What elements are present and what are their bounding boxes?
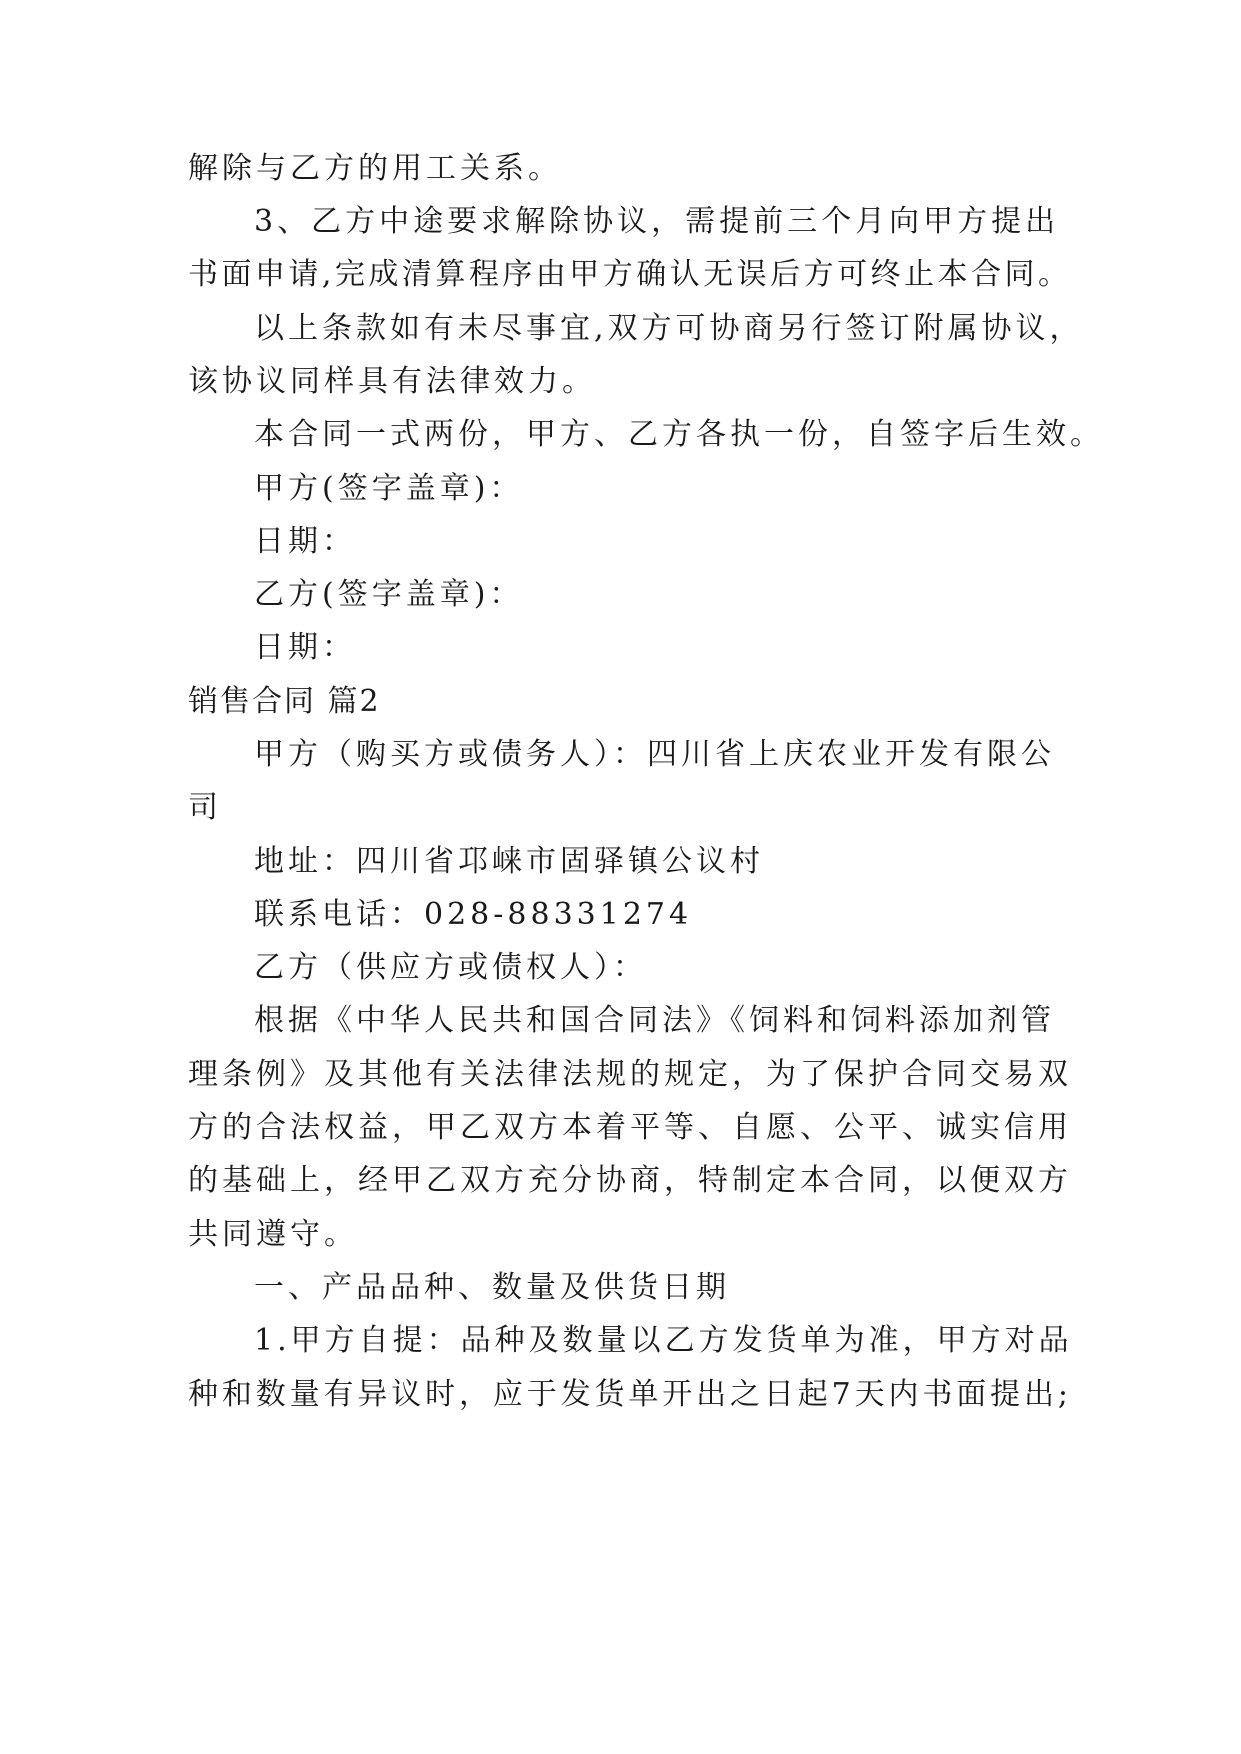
party-a-signature-label: 甲方(签字盖章)： [254,471,524,506]
section-title: 销售合同 篇2 [188,684,381,719]
party-b-date-label: 日期： [254,630,356,665]
clause-3-line-2: 书面申请,完成清算程序由甲方确认无误后方可终止本合同。 [188,257,1068,292]
party-b-line: 乙方（供应方或债权人）： [254,950,647,985]
address-line: 地址：四川省邛崃市固驿镇公议村 [254,844,764,879]
basis-line-1: 根据《中华人民共和国合同法》《饲料和饲料添加剂管 [254,1003,1055,1038]
basis-line-5: 共同遵守。 [188,1217,358,1252]
copies-clause: 本合同一式两份，甲方、乙方各执一份，自签字后生效。 [254,417,1104,452]
basis-line-3: 方的合法权益，甲乙双方本着平等、自愿、公平、诚实信用 [188,1110,1068,1145]
party-a-date-label: 日期： [254,524,356,559]
paragraph-line: 解除与乙方的用工关系。 [188,151,562,186]
clause-1-title: 一、产品品种、数量及供货日期 [254,1270,730,1305]
supplement-line-2: 该协议同样具有法律效力。 [188,364,596,399]
party-b-signature-label: 乙方(签字盖章)： [254,577,524,612]
clause-1-1-line-2: 种和数量有异议时，应于发货单开出之日起7天内书面提出; [188,1377,1068,1412]
clause-3-line-1: 3、乙方中途要求解除协议，需提前三个月向甲方提出 [254,204,1060,239]
party-a-line-1: 甲方（购买方或债务人）：四川省上庆农业开发有限公 [254,737,1055,772]
basis-line-4: 的基础上，经甲乙双方充分协商，特制定本合同，以便双方 [188,1163,1068,1198]
supplement-line-1: 以上条款如有未尽事宜,双方可协商另行签订附属协议， [254,311,1084,346]
phone-line: 联系电话：028-88331274 [254,897,693,932]
clause-1-1-line-1: 1.甲方自提：品种及数量以乙方发货单为准，甲方对品 [254,1323,1073,1358]
party-a-line-2: 司 [188,790,222,825]
basis-line-2: 理条例》及其他有关法律法规的规定，为了保护合同交易双 [188,1057,1068,1092]
